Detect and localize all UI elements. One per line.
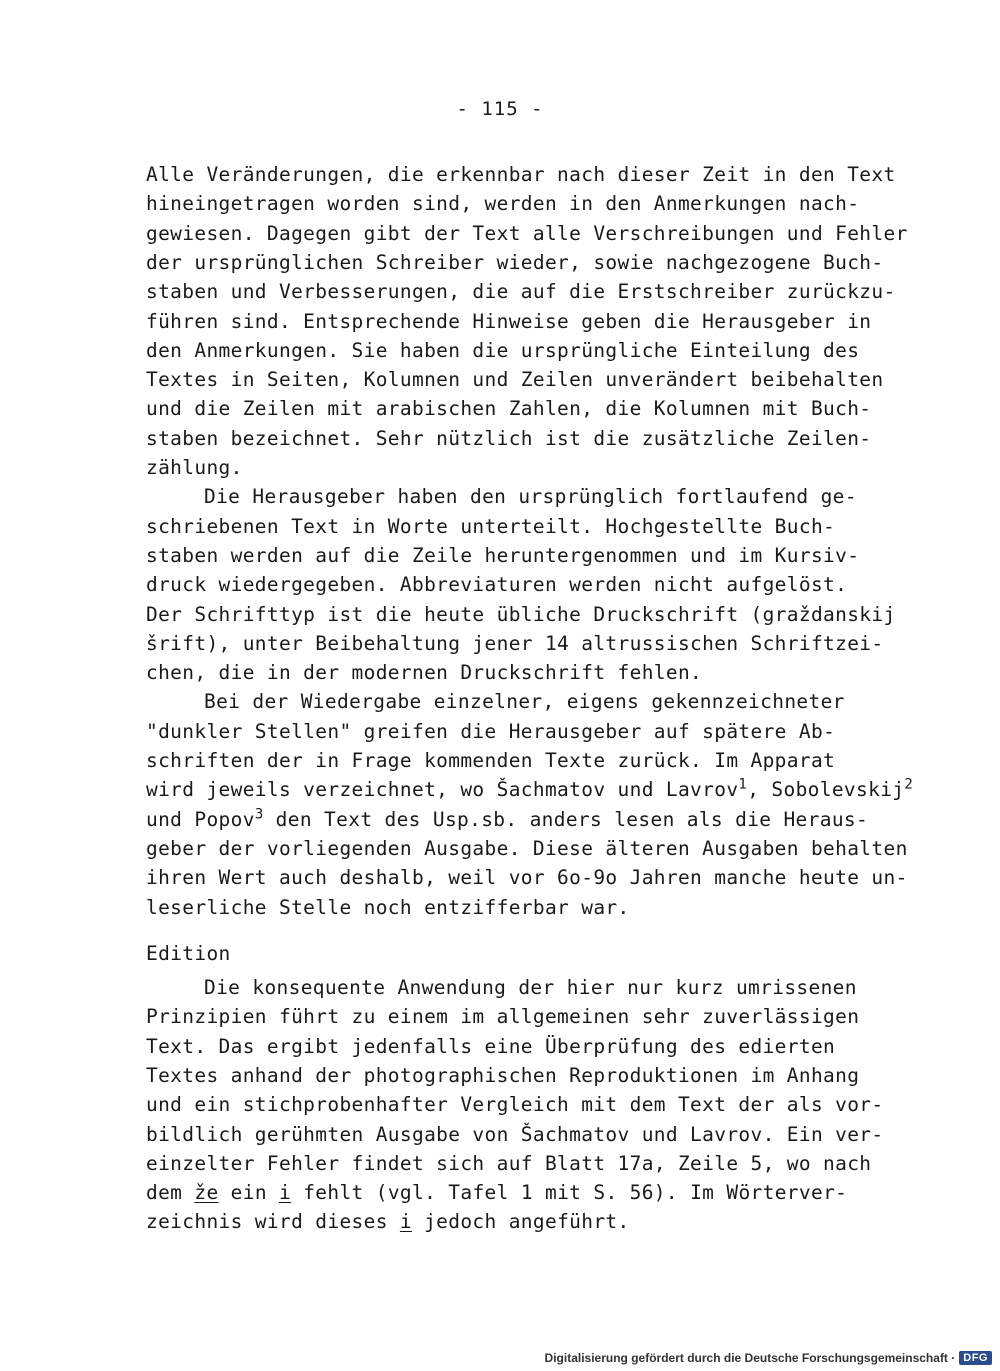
text-span: und Popov xyxy=(146,807,255,831)
text-line-underlined xyxy=(146,1209,630,1235)
text-span: zeichnis wird dieses xyxy=(146,1210,400,1234)
text-line: "dunkler Stellen" greifen die Herausgeber auf spätere Ab- xyxy=(146,719,836,743)
text-line: ihren Wert auch deshalb, weil vor 6o-9o Jahren manche heute un- xyxy=(146,866,908,890)
underlined-word: že xyxy=(194,1181,219,1205)
text-line: Die konsequente Anwendung der hier nur kurz umrissenen xyxy=(204,976,857,999)
text-line: der ursprünglichen Schreiber wieder, sowie nachgezogene Buch- xyxy=(146,250,884,274)
dfg-logo: DFG xyxy=(959,1351,992,1365)
text-line: führen sind. Entsprechende Hinweise geben die Herausgeber in xyxy=(146,309,872,333)
credit-text: Digitalisierung gefördert durch die Deutsche Forschungsgemeinschaft · xyxy=(544,1351,956,1365)
text-line: geber der vorliegenden Ausgabe. Diese älteren Ausgaben behalten xyxy=(146,836,908,860)
text-line: chen, die in der modernen Druckschrift fehlen. xyxy=(146,661,703,685)
text-line: Textes in Seiten, Kolumnen und Zeilen unverändert beibehalten xyxy=(146,368,884,392)
text-line: Prinzipien führt zu einem im allgemeinen sehr zuverlässigen xyxy=(146,1005,860,1029)
text-line: bildlich gerühmten Ausgabe von Šachmatov und Lavrov. Ein ver- xyxy=(146,1122,884,1146)
text-line: leserliche Stelle noch entzifferbar war. xyxy=(146,895,630,919)
page-number: - 115 - xyxy=(456,98,544,120)
text-line: einzelter Fehler findet sich auf Blatt 17a, Zeile 5, wo nach xyxy=(146,1151,872,1175)
text-span: , Sobolevskij xyxy=(747,778,905,802)
text-line: Text. Das ergibt jedenfalls eine Überprüfung des edierten xyxy=(146,1034,836,1058)
digitization-credit xyxy=(545,1351,992,1365)
text-line-footnotes xyxy=(146,807,868,833)
section-heading: Edition xyxy=(146,942,231,965)
footnote-ref: 3 xyxy=(254,806,264,823)
text-line-footnotes xyxy=(146,777,913,803)
text-line: den Anmerkungen. Sie haben die ursprüngliche Einteilung des xyxy=(146,338,860,362)
underlined-word: i xyxy=(279,1181,292,1205)
text-line: zählung. xyxy=(146,456,243,479)
text-line: Der Schrifttyp ist die heute übliche Druckschrift (graždanskij xyxy=(146,602,896,626)
text-line-underlined xyxy=(146,1180,847,1206)
text-line: gewiesen. Dagegen gibt der Text alle Verschreibungen und Fehler xyxy=(146,221,908,245)
text-line: und die Zeilen mit arabischen Zahlen, die Kolumnen mit Buch- xyxy=(146,397,872,421)
text-line: schriebenen Text in Worte unterteilt. Hochgestellte Buch- xyxy=(146,514,836,538)
text-line: Die Herausgeber haben den ursprünglich fortlaufend ge- xyxy=(204,485,857,509)
text-line: staben und Verbesserungen, die auf die Erstschreiber zurückzu- xyxy=(146,280,896,304)
footnote-ref: 2 xyxy=(904,776,914,793)
text-line: šrift), unter Beibehaltung jener 14 altrussischen Schriftzei- xyxy=(146,631,884,655)
text-line: und ein stichprobenhafter Vergleich mit dem Text der als vor- xyxy=(146,1093,884,1117)
text-span: fehlt (vgl. Tafel 1 mit S. 56). Im Wörterver- xyxy=(291,1181,848,1205)
text-span: dem xyxy=(146,1181,195,1205)
underlined-word: i xyxy=(399,1210,412,1234)
text-line: Bei der Wiedergabe einzelner, eigens gekennzeichneter xyxy=(204,690,845,714)
text-span: jedoch angeführt. xyxy=(411,1210,630,1234)
text-span: ein xyxy=(218,1181,280,1205)
text-line: Alle Veränderungen, die erkennbar nach dieser Zeit in den Text xyxy=(146,163,896,186)
text-line: hineingetragen worden sind, werden in den Anmerkungen nach- xyxy=(146,192,860,216)
footnote-ref: 1 xyxy=(738,776,748,793)
text-line: staben bezeichnet. Sehr nützlich ist die zusätzliche Zeilen- xyxy=(146,426,872,450)
text-line: schriften der in Frage kommenden Texte zurück. Im Apparat xyxy=(146,749,836,772)
text-span: wird jeweils verzeichnet, wo Šachmatov und Lavrov xyxy=(146,778,739,802)
text-line: Textes anhand der photographischen Reproduktionen im Anhang xyxy=(146,1063,860,1087)
text-line: staben werden auf die Zeile heruntergenommen und im Kursiv- xyxy=(146,543,860,567)
text-line: druck wiedergegeben. Abbreviaturen werden nicht aufgelöst. xyxy=(146,573,848,597)
text-span: den Text des Usp.sb. anders lesen als die Heraus- xyxy=(263,807,869,831)
